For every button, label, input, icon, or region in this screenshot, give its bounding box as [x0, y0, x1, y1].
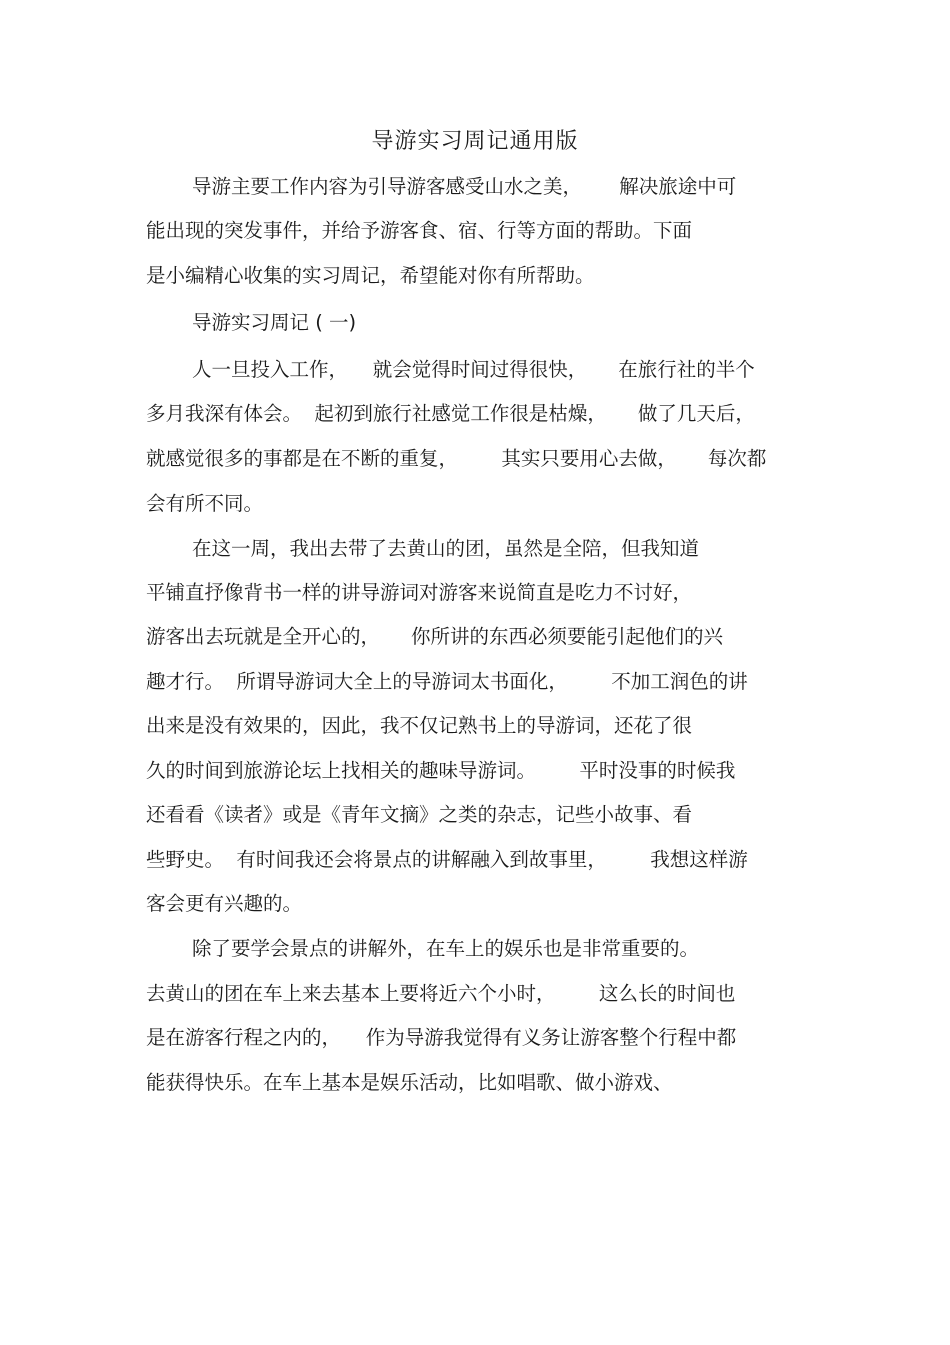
- paragraph-line: 久的时间到旅游论坛上找相关的趣味导游词。 平时没事的时候我: [146, 759, 736, 782]
- paragraph-line: 能出现的突发事件，并给予游客食、宿、行等方面的帮助。下面: [146, 219, 693, 242]
- paragraph-line: 是在游客行程之内的， 作为导游我觉得有义务让游客整个行程中都: [146, 1026, 737, 1049]
- paragraph-line: 还看看《读者》或是《青年文摘》之类的杂志，记些小故事、看: [146, 803, 693, 826]
- paragraph-line: 客会更有兴趣的。: [146, 892, 303, 915]
- paragraph-line: 除了要学会景点的讲解外，在车上的娱乐也是非常重要的。: [192, 937, 700, 960]
- paragraph-line: 游客出去玩就是全开心的， 你所讲的东西必须要能引起他们的兴: [146, 625, 723, 648]
- paragraph-line: 去黄山的团在车上来去基本上要将近六个小时， 这么长的时间也: [146, 982, 736, 1005]
- paragraph-line: 平铺直抒像背书一样的讲导游词对游客来说简直是吃力不讨好，: [146, 581, 693, 604]
- paragraph-line: 导游主要工作内容为引导游客感受山水之美， 解决旅途中可: [192, 175, 737, 198]
- paragraph-line: 会有所不同。: [146, 492, 264, 515]
- paragraph-line: 趣才行。 所谓导游词大全上的导游词太书面化， 不加工润色的讲: [146, 670, 748, 693]
- paragraph-line: 是小编精心收集的实习周记，希望能对你有所帮助。: [146, 264, 595, 287]
- paragraph-line: 些野史。 有时间我还会将景点的讲解融入到故事里， 我想这样游: [146, 848, 748, 871]
- paragraph-line: 在这一周，我出去带了去黄山的团，虽然是全陪，但我知道: [192, 537, 700, 560]
- document-title: 导游实习周记通用版: [371, 129, 579, 154]
- paragraph-line: 多月我深有体会。 起初到旅行社感觉工作很是枯燥， 做了几天后，: [146, 402, 755, 425]
- paragraph-line: 出来是没有效果的，因此，我不仅记熟书上的导游词，还花了很: [146, 714, 693, 737]
- paragraph-line: 就感觉很多的事都是在不断的重复， 其实只要用心去做， 每次都: [146, 447, 767, 470]
- paragraph-line: 能获得快乐。在车上基本是娱乐活动，比如唱歌、做小游戏、: [146, 1071, 673, 1094]
- paragraph-line: 人一旦投入工作， 就会觉得时间过得很快， 在旅行社的半个: [192, 358, 755, 381]
- section-heading: 导游实习周记 ( 一): [192, 311, 357, 334]
